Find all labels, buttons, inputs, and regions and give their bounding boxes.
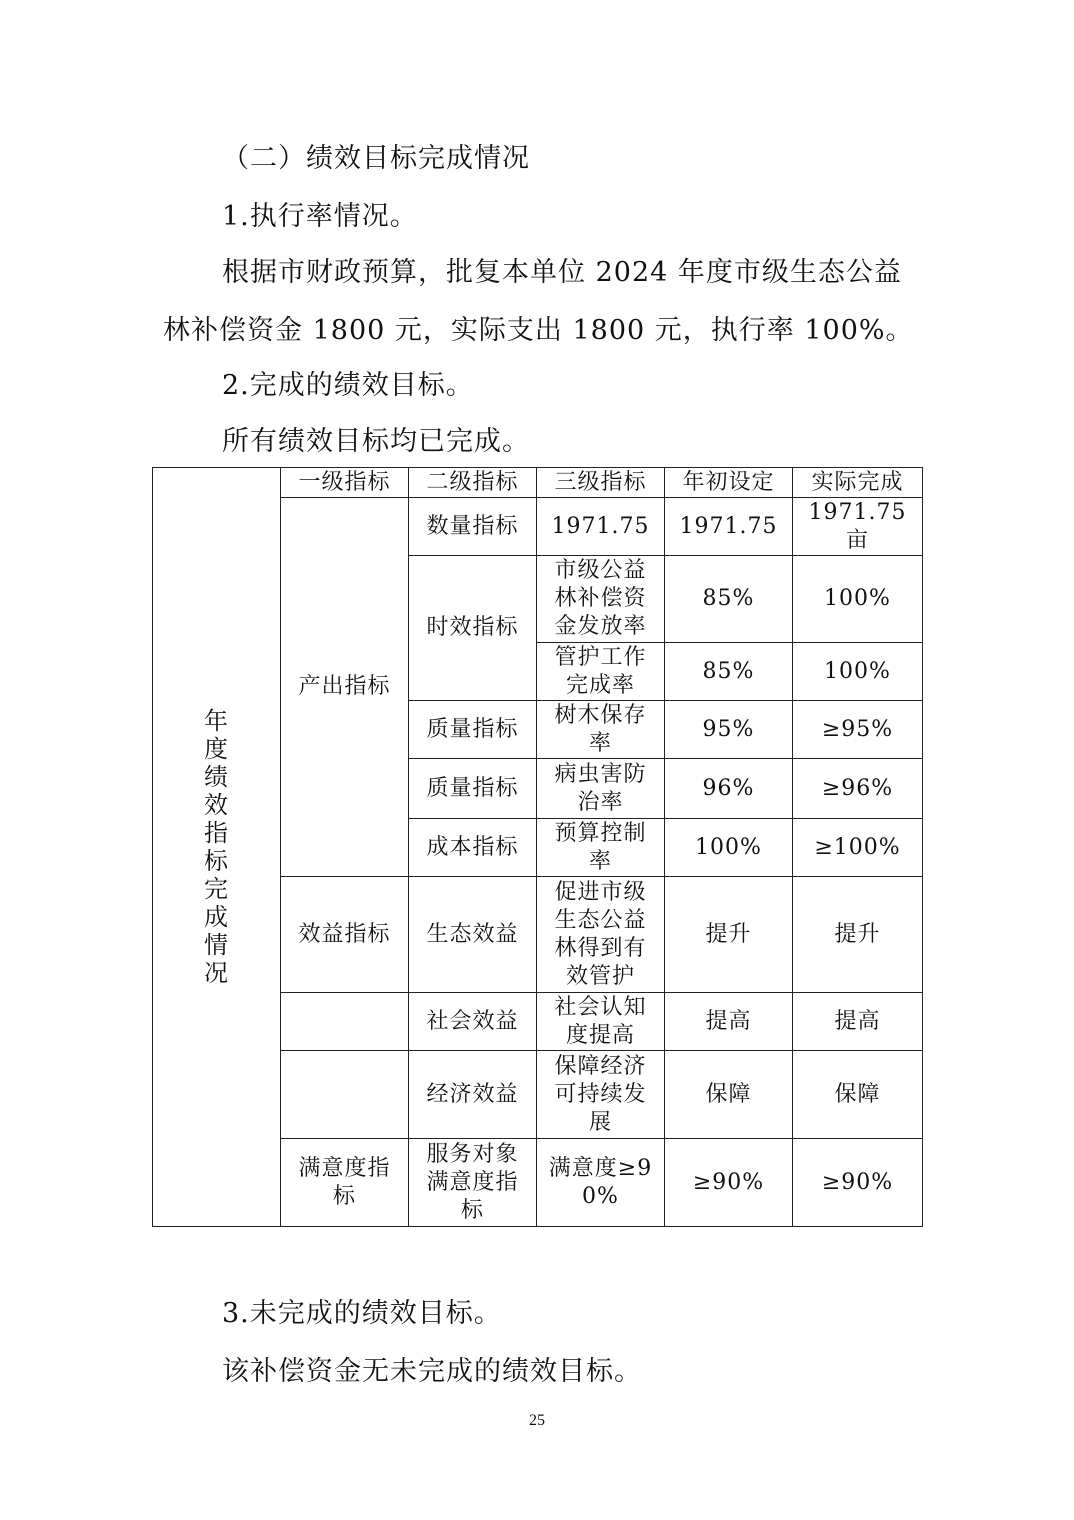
target-cell: 95% [665,701,793,759]
target-cell: 提升 [665,877,793,993]
level3-cell: 病虫害防治率 [537,759,665,819]
actual-cell: ≥96% [793,759,923,819]
target-cell: ≥90% [665,1139,793,1227]
level2-cell: 质量指标 [409,701,537,759]
level3-cell: 树木保存率 [537,701,665,759]
header-level1: 一级指标 [281,468,409,498]
level2-cell: 经济效益 [409,1051,537,1139]
level2-cell: 生态效益 [409,877,537,993]
actual-cell: 提高 [793,993,923,1051]
actual-cell: ≥90% [793,1139,923,1227]
level3-cell: 满意度≥90% [537,1139,665,1227]
level3-cell: 市级公益林补偿资金发放率 [537,556,665,643]
level1-satisfaction: 满意度指标 [281,1139,409,1227]
header-level3: 三级指标 [537,468,665,498]
level3-cell: 保障经济可持续发展 [537,1051,665,1139]
actual-cell: ≥100% [793,819,923,877]
level1-empty-cell [281,993,409,1051]
level3-cell: 预算控制率 [537,819,665,877]
actual-cell: 提升 [793,877,923,993]
actual-cell: 100% [793,556,923,643]
level2-cell: 成本指标 [409,819,537,877]
target-cell: 保障 [665,1051,793,1139]
target-cell: 100% [665,819,793,877]
level1-output: 产出指标 [281,498,409,877]
side-label-cell [153,468,281,1227]
actual-cell: 100% [793,643,923,701]
level3-cell: 社会认知度提高 [537,993,665,1051]
level2-cell: 服务对象满意度指标 [409,1139,537,1227]
target-cell: 85% [665,643,793,701]
performance-table [152,467,923,1227]
level1-empty-cell [281,1051,409,1139]
item1-heading: 1.执行率情况。 [222,201,418,232]
actual-cell: 1971.75亩 [793,498,923,556]
level2-cell: 社会效益 [409,993,537,1051]
page-number: 25 [529,1412,545,1429]
item3-text: 该补偿资金无未完成的绩效目标。 [222,1356,642,1387]
item2-text: 所有绩效目标均已完成。 [222,426,530,457]
actual-cell: 保障 [793,1051,923,1139]
level1-benefit: 效益指标 [281,877,409,993]
actual-cell: ≥95% [793,701,923,759]
item1-text-line1: 根据市财政预算，批复本单位 2024 年度市级生态公益 [222,257,902,288]
level3-cell: 促进市级生态公益林得到有效管护 [537,877,665,993]
target-cell: 96% [665,759,793,819]
item3-heading: 3.未完成的绩效目标。 [222,1298,502,1329]
level2-cell: 质量指标 [409,759,537,819]
target-cell: 1971.75 [665,498,793,556]
header-level2: 二级指标 [409,468,537,498]
table-header-row [153,468,923,498]
item1-text-line2: 林补偿资金 1800 元，实际支出 1800 元，执行率 100%。 [163,315,914,346]
header-target: 年初设定 [665,468,793,498]
level2-cell: 时效指标 [409,556,537,701]
level3-cell: 管护工作完成率 [537,643,665,701]
section-heading: （二）绩效目标完成情况 [222,143,530,174]
level2-cell: 数量指标 [409,498,537,556]
target-cell: 85% [665,556,793,643]
level3-cell: 1971.75 [537,498,665,556]
item2-heading: 2.完成的绩效目标。 [222,370,474,401]
side-label: 年度绩效指标完成情况 [204,707,229,987]
header-actual: 实际完成 [793,468,923,498]
target-cell: 提高 [665,993,793,1051]
